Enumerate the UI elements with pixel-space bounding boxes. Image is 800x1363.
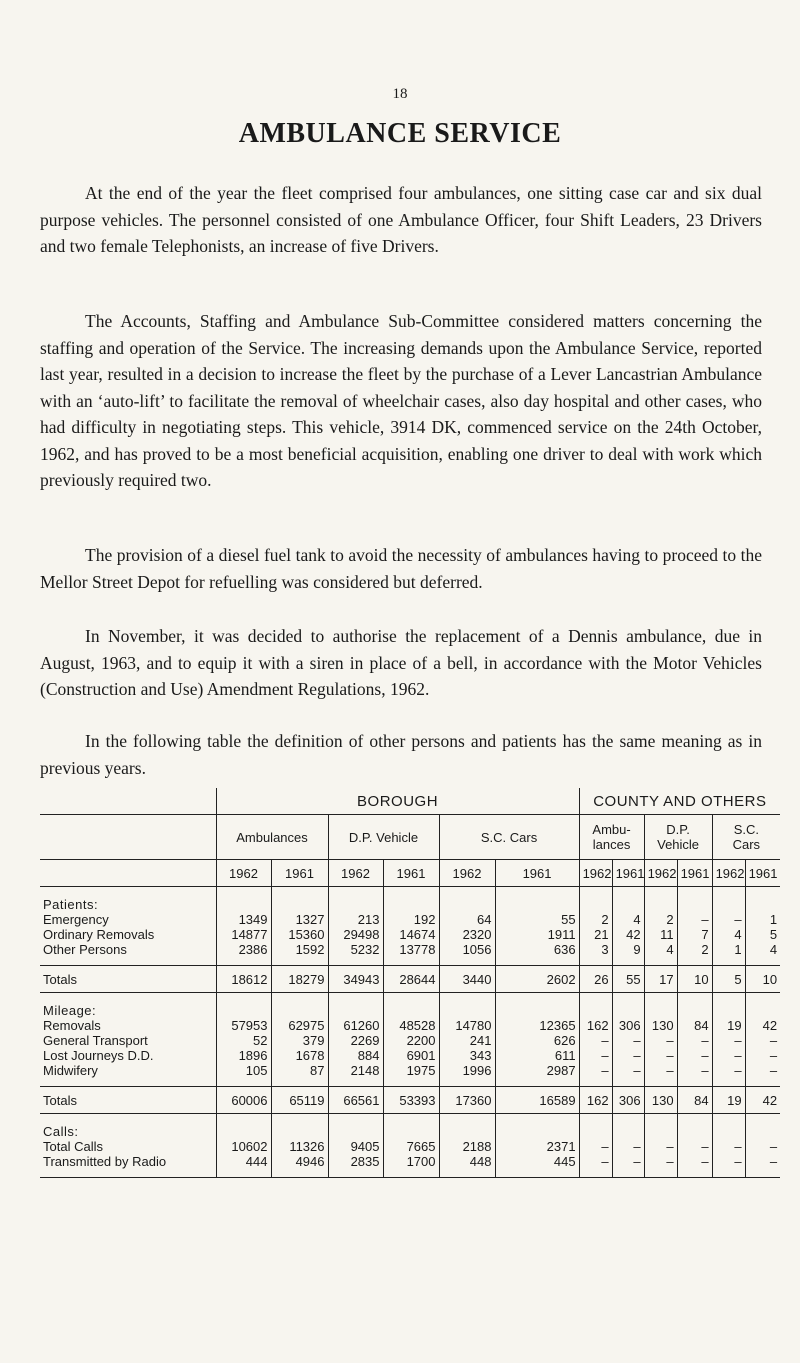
total-value: 16589 [495, 1087, 579, 1114]
value-cell [712, 1114, 745, 1178]
value-cell [328, 1114, 383, 1178]
value-cell [383, 887, 439, 966]
value: 2320 [462, 927, 492, 942]
value-cell [579, 993, 612, 1087]
value-cell [745, 887, 780, 966]
row-label: Total Calls [43, 1139, 103, 1154]
value: 14780 [455, 1018, 492, 1033]
value-cell [495, 993, 579, 1087]
value: 9 [633, 942, 641, 957]
section-heading: Calls: [43, 1124, 79, 1139]
value: 2269 [350, 1033, 380, 1048]
value-cell [216, 1114, 271, 1178]
value: 448 [469, 1154, 492, 1169]
row-label: Transmitted by Radio [43, 1154, 167, 1169]
value: – [769, 1139, 778, 1154]
value: 2835 [350, 1154, 380, 1169]
row-label: Emergency [43, 912, 109, 927]
total-value: 66561 [328, 1087, 383, 1114]
value-cell [612, 887, 644, 966]
value: 62975 [288, 1018, 325, 1033]
value: 5 [769, 927, 778, 942]
section-row [40, 887, 780, 966]
value: – [633, 1139, 641, 1154]
section-label [40, 993, 216, 1087]
value: 4 [734, 927, 742, 942]
value: – [701, 1063, 709, 1078]
value-cell [644, 993, 677, 1087]
total-value: 42 [745, 1087, 780, 1114]
value: 1678 [295, 1048, 325, 1063]
total-value: 306 [612, 1087, 644, 1114]
total-value: 18279 [271, 966, 328, 993]
value: 2188 [462, 1139, 492, 1154]
value: 626 [553, 1033, 576, 1048]
value: 241 [469, 1033, 492, 1048]
value: – [666, 1033, 674, 1048]
value: 64 [477, 912, 492, 927]
vehicle-header: S.C. Cars [712, 815, 780, 860]
value: 2 [601, 912, 609, 927]
value: 7 [701, 927, 709, 942]
value: – [601, 1154, 609, 1169]
value: 1 [734, 942, 742, 957]
value: 87 [310, 1063, 325, 1078]
totals-row [40, 1087, 780, 1114]
value: – [601, 1063, 609, 1078]
vehicle-header: Ambulances [216, 815, 328, 860]
value: 1056 [462, 942, 492, 957]
total-value: 34943 [328, 966, 383, 993]
value: 379 [302, 1033, 325, 1048]
value-cell [216, 887, 271, 966]
total-value: 10 [745, 966, 780, 993]
value: – [666, 1154, 674, 1169]
group-header-county: COUNTY AND OTHERS [579, 788, 780, 815]
value: – [601, 1139, 609, 1154]
value: 42 [762, 1018, 778, 1033]
value: 343 [469, 1048, 492, 1063]
value: – [701, 1048, 709, 1063]
value: 162 [586, 1018, 609, 1033]
value-cell [216, 993, 271, 1087]
value: 306 [618, 1018, 641, 1033]
year-header: 1961 [495, 860, 579, 887]
value: 636 [553, 942, 576, 957]
value-cell [745, 993, 780, 1087]
year-header: 1961 [745, 860, 780, 887]
value: 13778 [399, 942, 436, 957]
value-cell [495, 1114, 579, 1178]
value: 29498 [343, 927, 380, 942]
value: – [701, 1033, 709, 1048]
value: 2386 [238, 942, 268, 957]
total-value: 3440 [439, 966, 495, 993]
value: 15360 [288, 927, 325, 942]
value-cell [495, 887, 579, 966]
value: 4 [633, 912, 641, 927]
value-cell [579, 887, 612, 966]
year-header: 1962 [712, 860, 745, 887]
value: – [734, 1063, 742, 1078]
section-label [40, 1114, 216, 1178]
value: 14877 [231, 927, 268, 942]
value: 1592 [295, 942, 325, 957]
total-value: 130 [644, 1087, 677, 1114]
value: 55 [561, 912, 576, 927]
value: – [633, 1154, 641, 1169]
value: 1700 [406, 1154, 436, 1169]
value: 445 [553, 1154, 576, 1169]
total-value: 26 [579, 966, 612, 993]
value: 7665 [406, 1139, 436, 1154]
value: 2987 [546, 1063, 576, 1078]
year-header: 1961 [677, 860, 712, 887]
value: – [701, 912, 709, 927]
value: – [734, 1033, 742, 1048]
value: 2200 [406, 1033, 436, 1048]
value: 130 [651, 1018, 674, 1033]
value: 11 [660, 927, 674, 942]
value: – [601, 1033, 609, 1048]
section-heading: Patients: [43, 897, 99, 912]
total-value: 17 [644, 966, 677, 993]
year-header: 1962 [579, 860, 612, 887]
row-label: General Transport [43, 1033, 148, 1048]
page-title: AMBULANCE SERVICE [238, 118, 562, 149]
value-cell [271, 993, 328, 1087]
total-value: 18612 [216, 966, 271, 993]
value: – [734, 1048, 742, 1063]
value-cell [383, 993, 439, 1087]
value-cell [271, 887, 328, 966]
section-heading: Mileage: [43, 1003, 97, 1018]
vehicle-header: Ambu- lances [579, 815, 644, 860]
row-label: Midwifery [43, 1063, 98, 1078]
value: 11326 [289, 1139, 325, 1154]
total-value: 162 [579, 1087, 612, 1114]
row-label: Removals [43, 1018, 101, 1033]
value: – [666, 1048, 674, 1063]
value: – [701, 1154, 709, 1169]
paragraph-fleet: At the end of the year the fleet comprised four ambulances, one sitting case car and six dual purpose vehicles. The personnel consisted of one Ambulance Officer, four Shift Leaders, 23 Drivers and two female Telephonists, an increase of five Drivers. [40, 183, 762, 256]
row-label: Lost Journeys D.D. [43, 1048, 154, 1063]
value: 61260 [343, 1018, 380, 1033]
value: 444 [245, 1154, 268, 1169]
year-header: 1961 [383, 860, 439, 887]
vehicle-header: D.P. Vehicle [644, 815, 712, 860]
total-value: 19 [712, 1087, 745, 1114]
value-cell [439, 993, 495, 1087]
value-cell [644, 887, 677, 966]
value: 48528 [399, 1018, 436, 1033]
value: 4 [666, 942, 674, 957]
year-header: 1962 [216, 860, 271, 887]
value-cell [712, 887, 745, 966]
total-value: 55 [612, 966, 644, 993]
value: 5232 [350, 942, 380, 957]
total-value: 53393 [383, 1087, 439, 1114]
value: – [666, 1139, 674, 1154]
corner-cell [40, 788, 216, 815]
paragraph-diesel-tank: The provision of a diesel fuel tank to avoid the necessity of ambulances having to proceed to the Mellor Street Depot for refuelling was considered but deferred. [40, 545, 762, 592]
value: 2 [701, 942, 709, 957]
value: 3 [601, 942, 609, 957]
totals-label: Totals [40, 966, 216, 993]
value: – [734, 1139, 742, 1154]
value-cell [745, 1114, 780, 1178]
value: 6901 [406, 1048, 436, 1063]
value: 10602 [231, 1139, 268, 1154]
value: 42 [626, 927, 641, 942]
vehicle-header: D.P. Vehicle [328, 815, 439, 860]
year-header: 1962 [439, 860, 495, 887]
total-value: 10 [677, 966, 712, 993]
value-cell [328, 993, 383, 1087]
value: – [633, 1033, 641, 1048]
value-cell [677, 1114, 712, 1178]
total-value: 65119 [271, 1087, 328, 1114]
value: 9405 [350, 1139, 380, 1154]
totals-label: Totals [40, 1087, 216, 1114]
section-row [40, 993, 780, 1087]
value-cell [677, 993, 712, 1087]
value-cell [712, 993, 745, 1087]
value: – [633, 1063, 641, 1078]
value: – [734, 912, 742, 927]
page-number: 18 [392, 86, 408, 102]
value-cell [579, 1114, 612, 1178]
value: 12365 [539, 1018, 576, 1033]
value: 19 [727, 1018, 742, 1033]
value: – [734, 1154, 742, 1169]
total-value: 2602 [495, 966, 579, 993]
value: 884 [357, 1048, 380, 1063]
value-cell [383, 1114, 439, 1178]
value: 1349 [238, 912, 268, 927]
value: 84 [694, 1018, 709, 1033]
year-header: 1961 [612, 860, 644, 887]
value: 21 [594, 927, 609, 942]
year-header: 1962 [644, 860, 677, 887]
value: – [666, 1063, 674, 1078]
ambulance-statistics-table [40, 788, 780, 1178]
paragraph-subcommittee: The Accounts, Staffing and Ambulance Sub-Committee considered matters concerning the staffing and operation of the Service. The increasing demands upon the Ambulance Service, reported last year, resulted in a decision to increase the fleet by the purchase of a Lever Lancastrian Ambulance with an ‘auto-lift’ to facilitate the removal of wheelchair cases, also day hospital and other cases, who had difficulty in negotiating steps. This vehicle, 3914 DK, commenced service on the 24th October, 1962, and has proved to be a most beneficial acquisition, enabling one driver to deal with work which previously required two. [40, 311, 762, 490]
value: 4 [769, 942, 778, 957]
value-cell [677, 887, 712, 966]
value: – [769, 1033, 778, 1048]
value: – [769, 1154, 778, 1169]
paragraph-replacement: In November, it was decided to authorise the replacement of a Dennis ambulance, due in August, 1963, and to equip it with a siren in place of a bell, in accordance with the Motor Vehicles (Construction and Use) Amendment Regulations, 1962. [40, 626, 762, 699]
value: 1996 [462, 1063, 492, 1078]
value: 1 [769, 912, 778, 927]
value: 52 [253, 1033, 268, 1048]
year-header: 1961 [271, 860, 328, 887]
section-row [40, 1114, 780, 1178]
row-label: Ordinary Removals [43, 927, 155, 942]
value-cell [644, 1114, 677, 1178]
total-value: 60006 [216, 1087, 271, 1114]
total-value: 84 [677, 1087, 712, 1114]
value-cell [439, 887, 495, 966]
value: 14674 [399, 927, 436, 942]
value-cell [612, 1114, 644, 1178]
value: – [769, 1048, 778, 1063]
value: 1975 [406, 1063, 436, 1078]
value: – [633, 1048, 641, 1063]
value: 1327 [295, 912, 325, 927]
value-cell [271, 1114, 328, 1178]
value: – [601, 1048, 609, 1063]
value-cell [439, 1114, 495, 1178]
row-label: Other Persons [43, 942, 127, 957]
value: 1911 [547, 927, 576, 942]
corner-cell [40, 860, 216, 887]
value: 213 [357, 912, 380, 927]
value: 105 [245, 1063, 268, 1078]
group-header-borough: BOROUGH [216, 788, 579, 815]
value-cell [328, 887, 383, 966]
value: – [769, 1063, 778, 1078]
total-value: 28644 [383, 966, 439, 993]
value: 2 [666, 912, 674, 927]
total-value: 5 [712, 966, 745, 993]
value: 2371 [546, 1139, 576, 1154]
value: 1896 [238, 1048, 268, 1063]
paragraph-definition: In the following table the definition of other persons and patients has the same meaning as in previous years. [40, 731, 762, 778]
total-value: 17360 [439, 1087, 495, 1114]
section-label [40, 887, 216, 966]
value: 2148 [350, 1063, 380, 1078]
year-header: 1962 [328, 860, 383, 887]
value: 192 [413, 912, 436, 927]
vehicle-header: S.C. Cars [439, 815, 579, 860]
totals-row [40, 966, 780, 993]
value: 4946 [295, 1154, 325, 1169]
value: – [701, 1139, 709, 1154]
value: 57953 [231, 1018, 268, 1033]
value: 611 [554, 1048, 576, 1063]
value-cell [612, 993, 644, 1087]
corner-cell [40, 815, 216, 860]
